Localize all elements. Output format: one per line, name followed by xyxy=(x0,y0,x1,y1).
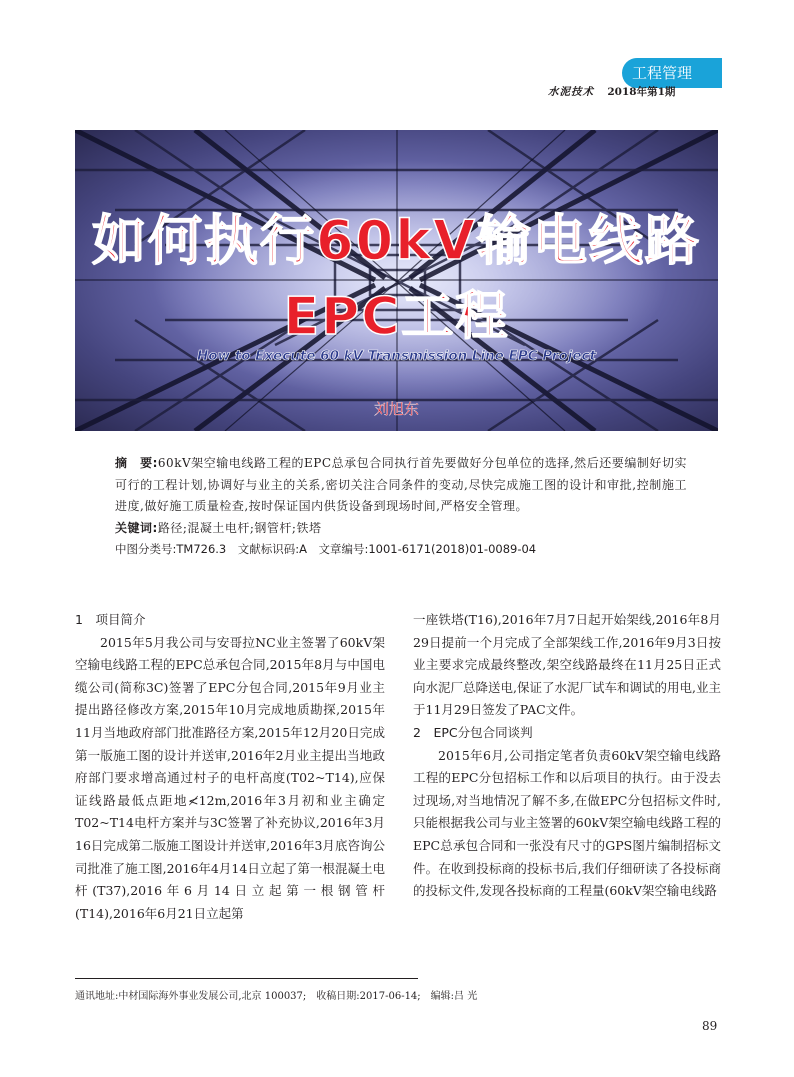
section-2-text: 2015年6月,公司指定笔者负责60kV架空输电线路工程的EPC分包招标工作和以后项目的执行。由于没去过现场,对当地情况了解不多,在做EPC分包招标文件时,只能根据我公司与业主签署的60kV架空输电线路工程的EPC总承包合同和一张没有尺寸的GPS图片编制招标文件。在收到投标商的投标书后,我们仔细研读了各投标商的投标文件,发现各投标商的工程量(60kV架空输电线路 xyxy=(413,747,721,899)
column-right xyxy=(413,609,721,903)
footnote-divider xyxy=(75,978,418,979)
title-line-1: 如何执行60kV输电线路 xyxy=(92,209,701,272)
journal-header xyxy=(548,84,675,99)
english-title: How to Execute 60 kV Transmission Line EPC Project xyxy=(197,348,596,364)
column-left xyxy=(75,609,385,925)
keywords-text: 路径;混凝土电杆;钢管杆;铁塔 xyxy=(157,520,322,535)
page-number: 89 xyxy=(702,1019,718,1033)
title-banner xyxy=(75,130,718,431)
footnote: 通讯地址:中材国际海外事业发展公司,北京 100037; 收稿日期:2017-06-14; 编辑:吕 光 xyxy=(75,991,478,1002)
author-name: 刘旭东 xyxy=(373,400,419,418)
classification-line: 中图分类号:TM726.3 文献标识码:A 文章编号:1001-6171(2018)01-0089-04 xyxy=(115,542,537,556)
section-1-heading: 1 项目简介 xyxy=(75,612,146,627)
keywords-label: 关键词: xyxy=(115,520,158,535)
abstract-block xyxy=(115,453,687,561)
abstract-text: 60kV架空输电线路工程的EPC总承包合同执行首先要做好分包单位的选择,然后还要编制好切实可行的工程计划,协调好与业主的关系,密切关注合同条件的变动,尽快完成施工图的设计和审批,控制施工进度,做好施工质量检查,按时保证国内供货设备到现场时间,严格安全管理。 xyxy=(115,456,687,513)
title-line-2: EPC工程 xyxy=(283,287,510,347)
section-1-text-left: 2015年5月我公司与安哥拉NC业主签署了60kV架空输电线路工程的EPC总承包合同,2015年8月与中国电缆公司(简称3C)签署了EPC分包合同,2015年9月业主提出路径修改方案,2015年10月完成地质勘探,2015年11月当地政府部门批准路径方案,2015年12月20日完成第一版施工图的设计并送审,2016年2月业主提出当地政府部门要求增高通过村子的电杆高度(T02~T14),应保证线路最低点距地≮12m,2016年3月初和业主确定T02~T14电杆方案并与3C签署了补充协议,2016年3月16日完成第二版施工图设计并送审,2016年3月底咨询公司批准了施工图,2016年4月14日立起了第一根混凝土电杆(T37),2016年6月14日立起第一根钢管杆(T14),2016年6月21日立起第 xyxy=(75,634,385,921)
section-tag: 工程管理 xyxy=(622,58,722,88)
keywords-line xyxy=(115,518,687,540)
journal-issue: 2018年第1期 xyxy=(607,86,676,98)
section-1-text-right: 一座铁塔(T16),2016年7月7日起开始架线,2016年8月29日提前一个月完成了全部架线工作,2016年9月3日按业主要求完成最终整改,架空线路最终在11月25日正式向水泥厂总降送电,保证了水泥厂试车和调试的用电,业主于11月29日签发了PAC文件。 xyxy=(413,612,721,718)
journal-name: 水泥技术 xyxy=(548,86,594,98)
abstract-paragraph xyxy=(115,453,687,518)
section-2-heading: 2 EPC分包合同谈判 xyxy=(413,724,533,740)
abstract-label: 摘 要: xyxy=(115,456,158,470)
